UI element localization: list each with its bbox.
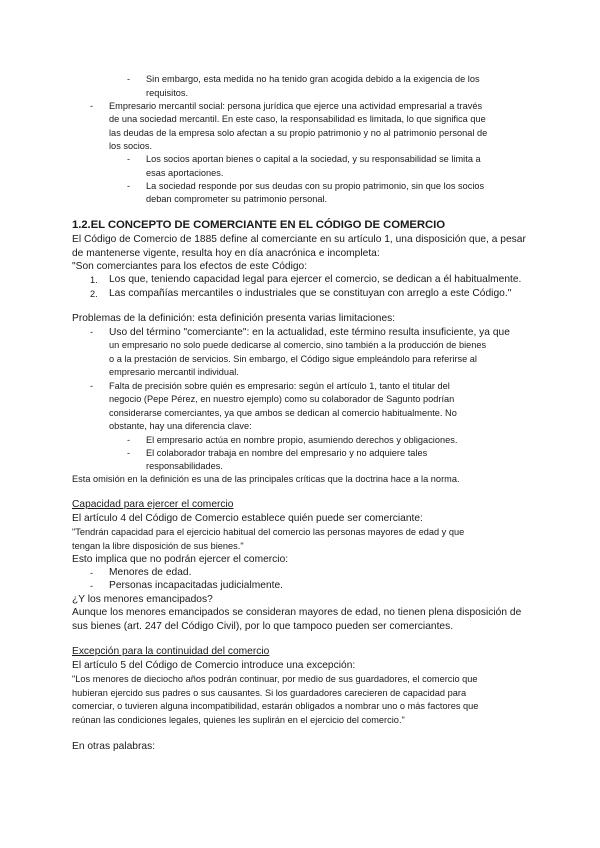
text-line: o a la prestación de servicios. Sin embargo, el Código sigue empleándolo para referirse al — [109, 354, 477, 364]
text-line: las deudas de la empresa solo afectan a su propio patrimonio y no al patrimonio personal de — [109, 128, 488, 138]
text-line: Menores de edad. — [109, 567, 192, 578]
section-heading: 1.2.EL CONCEPTO DE COMERCIANTE EN EL CÓDIGO DE COMERCIO — [72, 219, 445, 231]
bullet-marker: - — [90, 101, 94, 111]
text-line: considerarse comerciantes, ya que ambos se dedican al comercio habitualmente. No — [109, 408, 457, 418]
text-line: sus bienes (art. 247 del Código Civil), por lo que tampoco pueden ser comerciantes. — [72, 621, 454, 632]
text-line: Esto implica que no podrán ejercer el comercio: — [72, 554, 289, 565]
bullet-marker: - — [127, 448, 131, 458]
text-line: El Código de Comercio de 1885 define al comerciante en su artículo 1, una disposición que, a pesar — [72, 234, 526, 245]
text-line: Las compañías mercantiles o industriales que se constituyan con arreglo a este Código." — [109, 288, 512, 299]
text-line: un empresario no solo puede dedicarse al comercio, sino también a la producción de bienes — [109, 340, 487, 350]
text-line: Problemas de la definición: esta definición presenta varias limitaciones: — [72, 313, 396, 324]
text-line: El empresario actúa en nombre propio, asumiendo derechos y obligaciones. — [146, 435, 458, 445]
text-line: ¿Y los menores emancipados? — [72, 594, 213, 605]
text-line: Aunque los menores emancipados se consideran mayores de edad, no tienen plena disposición de — [72, 607, 522, 618]
text-line: Los que, teniendo capacidad legal para ejercer el comercio, se dedican a él habitualmente. — [109, 274, 522, 285]
text-line: Sin embargo, esta medida no ha tenido gran acogida debido a la exigencia de los — [146, 74, 480, 84]
text-line: El artículo 4 del Código de Comercio establece quién puede ser comerciante: — [72, 513, 423, 524]
bullet-marker: - — [90, 568, 94, 578]
text-line: Personas incapacitadas judicialmente. — [109, 580, 284, 591]
bullet-marker: - — [127, 181, 131, 191]
text-line: negocio (Pepe Pérez, en nuestro ejemplo) como su colaborador de Sagunto podrían — [109, 394, 455, 404]
bullet-marker: - — [90, 581, 94, 591]
text-line: hubieran ejercido sus padres o sus causantes. Si los guardadores carecieren de capacidad para — [72, 688, 467, 698]
subsection-heading: Excepción para la continuidad del comercio — [72, 646, 270, 657]
text-line: "Son comerciantes para los efectos de este Código: — [72, 261, 308, 272]
bullet-marker: - — [127, 435, 131, 445]
text-line: esas aportaciones. — [146, 168, 224, 178]
text-line: tengan la libre disposición de sus bienes." — [72, 541, 244, 551]
bullet-marker: - — [127, 74, 131, 84]
list-number: 1. — [90, 275, 98, 285]
text-line: de mantenerse vigente, resulta hoy en día anacrónica e incompleta: — [72, 248, 380, 259]
text-line: El colaborador trabaja en nombre del empresario y no adquiere tales — [146, 448, 428, 458]
bullet-marker: - — [90, 381, 94, 391]
text-line: requisitos. — [146, 88, 189, 98]
text-line: En otras palabras: — [72, 741, 156, 752]
text-line: Falta de precisión sobre quién es empresario: según el artículo 1, tanto el titular del — [109, 381, 450, 391]
bullet-marker: - — [127, 154, 131, 164]
bullet-marker: - — [90, 327, 94, 337]
text-line: de una sociedad mercantil. En este caso, la responsabilidad es limitada, lo que significa que — [109, 114, 486, 124]
text-line: Uso del término "comerciante": en la actualidad, este término resulta insuficiente, ya que — [109, 327, 510, 338]
text-line: "Los menores de dieciocho años podrán continuar, por medio de sus guardadores, el comercio que — [72, 674, 478, 684]
text-line: La sociedad responde por sus deudas con su propio patrimonio, sin que los socios — [146, 181, 485, 191]
subsection-heading: Capacidad para ejercer el comercio — [72, 499, 234, 510]
text-line: Los socios aportan bienes o capital a la sociedad, y su responsabilidad se limita a — [146, 154, 481, 164]
text-line: deban comprometer su patrimonio personal. — [146, 194, 328, 204]
text-line: El artículo 5 del Código de Comercio introduce una excepción: — [72, 660, 356, 671]
text-line: Empresario mercantil social: persona jurídica que ejerce una actividad empresarial a través — [109, 101, 483, 111]
text-line: empresario mercantil individual. — [109, 367, 239, 377]
text-line: obstante, hay una diferencia clave: — [109, 421, 252, 431]
text-line: reúnan las condiciones legales, quienes les suplirán en el ejercicio del comercio." — [72, 715, 405, 725]
list-number: 2. — [90, 289, 98, 299]
text-line: Esta omisión en la definición es una de las principales críticas que la doctrina hace a la norma. — [72, 474, 460, 484]
text-line: "Tendrán capacidad para el ejercicio habitual del comercio las personas mayores de edad y que — [72, 527, 465, 537]
text-line: los socios. — [109, 141, 153, 151]
text-line: responsabilidades. — [146, 461, 223, 471]
text-line: comerciar, o tuvieren alguna incompatibilidad, estarán obligados a nombrar uno o más factores que — [72, 701, 479, 711]
